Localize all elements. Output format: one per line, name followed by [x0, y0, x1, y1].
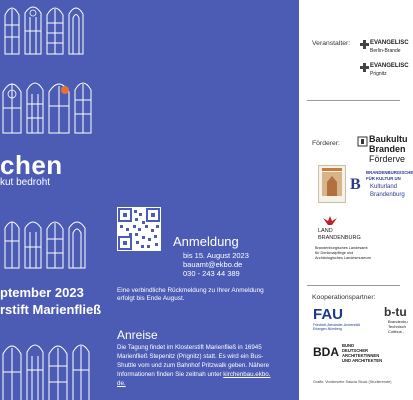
kultur-line: Brandenburg [370, 192, 405, 198]
organizer-1-sub: Berlin-Brande [370, 48, 401, 54]
window-icon-row4-d [72, 340, 90, 400]
baukultur-line: Förderve [369, 154, 406, 164]
registration-email[interactable]: bauamt@ekbo.de [183, 260, 243, 269]
fau-sub: Erlangen-Nürnberg [313, 327, 342, 331]
bda-line: DEUTSCHER [342, 348, 369, 353]
svg-text:B: B [350, 176, 361, 193]
event-title: chen [0, 150, 63, 180]
travel-link[interactable]: kirchenbau.ekbo. [223, 371, 271, 378]
ministry-line: FÜR KULTUR UN [366, 176, 401, 181]
baukultur-line: Branden [369, 144, 406, 154]
bda-line: UND ARCHITEKTEN [342, 358, 383, 363]
registration-note-line: erfolgt bis Ende August. [117, 295, 185, 302]
bda-line: ARCHITEKTINNEN [342, 353, 380, 358]
baukultur-line: Baukultu [369, 134, 408, 144]
fau-sub: Friedrich-Alexander-Universität [313, 323, 360, 327]
window-icon-row1-d [68, 3, 84, 55]
btu-logo: b-tu [384, 305, 407, 319]
window-icon-row3-b [24, 217, 42, 269]
sponsor-logo-church [318, 165, 346, 203]
window-icon-row4-a [2, 340, 22, 400]
window-icon-row2-b [26, 78, 44, 134]
organizer-1-name: EVANGELISC [370, 40, 409, 46]
eagle-icon [322, 214, 338, 226]
window-icon-row2-d [74, 78, 92, 134]
window-icon-row4-c [48, 340, 68, 400]
baukultur-icon [358, 137, 367, 146]
image-credit: Grafik: Vorderseite Sascia Stock (Studierende) [313, 380, 392, 384]
divider [307, 100, 400, 101]
registration-deadline: bis 15. August 2023 [183, 251, 249, 260]
window-icon-row3-c [46, 217, 64, 269]
partner-label: Kooperationspartner: [312, 294, 376, 301]
travel-text-line: Shuttle vom und zum Bahnhof Pritzwalk geben. Nähere [117, 362, 270, 369]
travel-link-end[interactable]: de. [117, 380, 126, 387]
travel-text-line [117, 371, 270, 378]
window-icon-row1-a [4, 3, 20, 55]
cross-icon [360, 63, 369, 72]
organizer-2-name: EVANGELISC [370, 63, 409, 69]
church-seal-icon [319, 166, 345, 202]
brandenburg-b-icon [350, 175, 364, 191]
bda-line: BUND [342, 343, 355, 348]
qr-code[interactable] [117, 207, 161, 251]
window-icon-row3-a [4, 217, 20, 269]
sponsor-label: Förderer: [312, 140, 340, 147]
bda-logo: BDA [313, 345, 339, 359]
event-date: ptember 2023 [0, 285, 84, 300]
land-line: LAND [318, 228, 333, 234]
window-icon-row2-c [48, 78, 70, 134]
btu-sub: Cottbus - [388, 329, 405, 334]
window-icon-row1-c [46, 3, 64, 55]
sponsor-sidebar [299, 0, 400, 400]
organizer-2-sub: Prignitz [370, 71, 387, 77]
travel-text-line: Die Tagung findet im Klosterstift Marienfließ in 16945 [117, 344, 262, 351]
registration-note-line: Eine verbindliche Rückmeldung zu Ihrer Anmeldung [117, 287, 264, 294]
travel-text-line: Marienfließ Stepenitz (Prignitz) statt. Es wird ein Bus- [117, 353, 264, 360]
land-line: BRANDENBURG [318, 235, 361, 241]
window-icon-row4-b [26, 340, 44, 400]
event-venue: rstift Marienfließ [0, 302, 102, 317]
event-subtitle: kut bedroht [0, 177, 51, 188]
registration-phone[interactable]: 030 - 243 44 389 [183, 269, 240, 278]
divider [307, 285, 400, 286]
window-icon-row1-b [24, 3, 42, 55]
denkmal-line: Brandenburgisches Landesamt [315, 246, 368, 250]
denkmal-line: Archäologisches Landesmuseum [315, 256, 371, 260]
organizer-label: Veranstalter: [312, 40, 351, 47]
ministry-line: BRANDENBURGISCHE [366, 170, 413, 175]
travel-text-prefix: Informationen finden Sie zeitnah unter [117, 371, 224, 378]
fau-logo: FAU [313, 306, 343, 323]
btu-sub: Brandenbu [388, 319, 408, 324]
btu-sub: Technisch [388, 324, 406, 329]
window-icon-row3-d [68, 217, 86, 269]
travel-heading: Anreise [117, 328, 158, 342]
registration-heading: Anmeldung [173, 234, 239, 249]
kultur-line: Kulturland [370, 184, 398, 190]
cross-icon [360, 40, 369, 49]
window-icon-row2-a [2, 78, 22, 134]
denkmal-line: für Denkmalpflege und [315, 251, 354, 255]
